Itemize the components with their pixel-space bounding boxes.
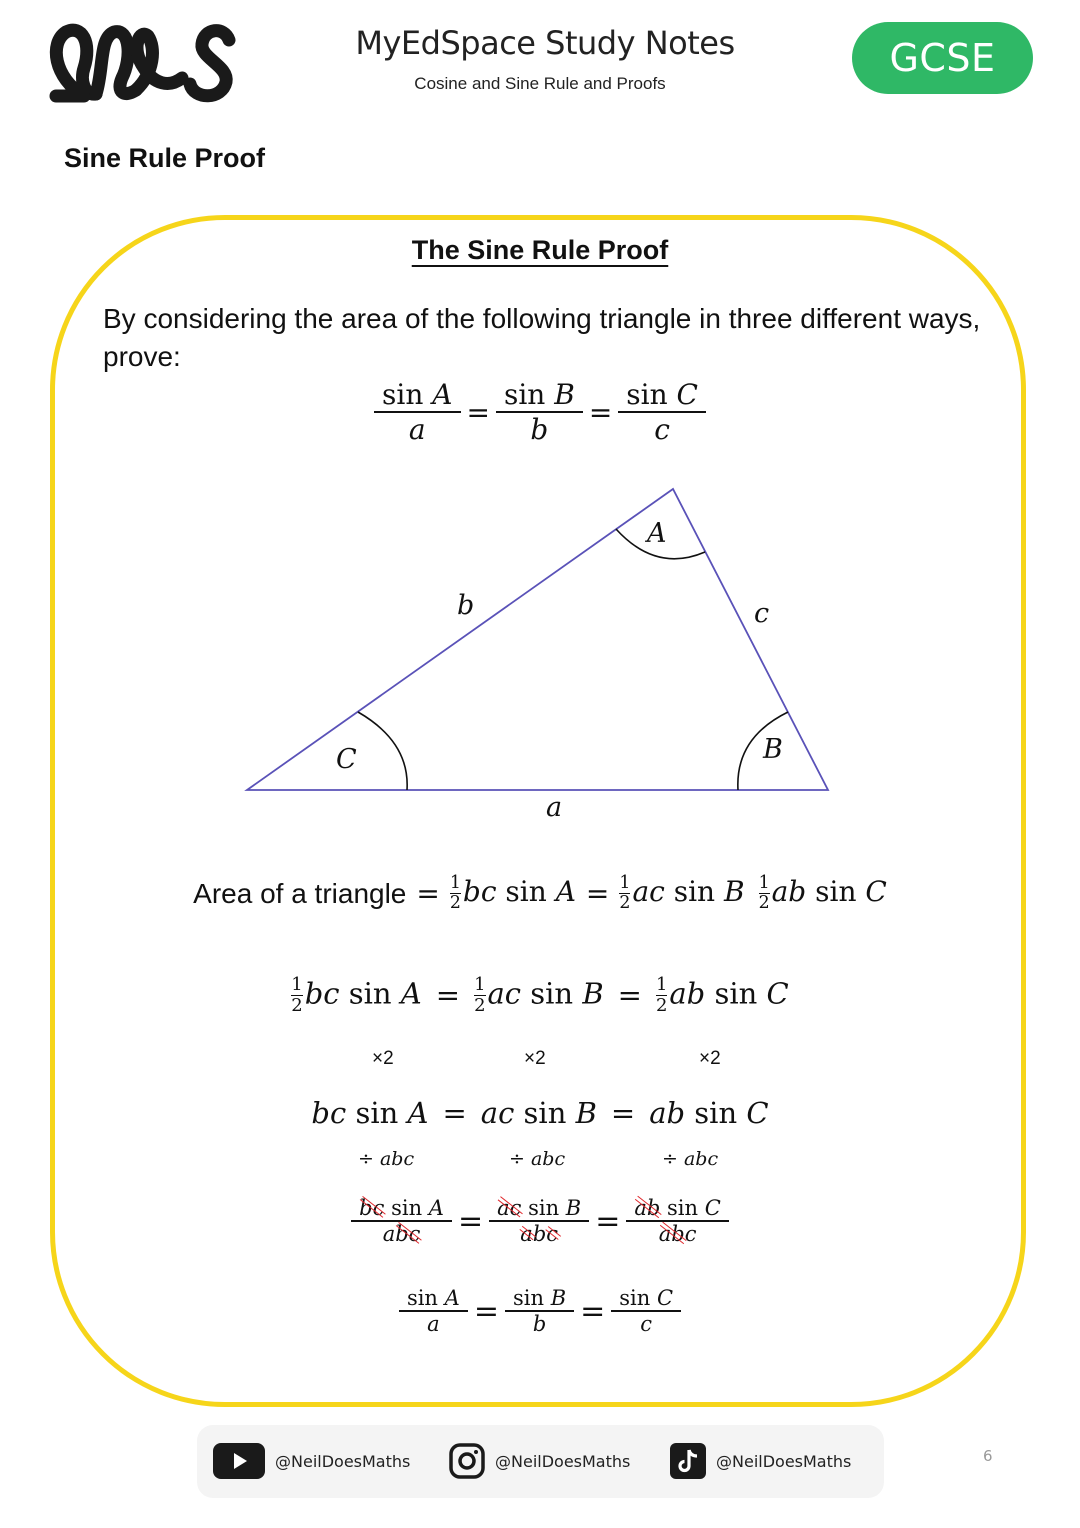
result-equation <box>0 1286 1080 1336</box>
equals-sign: = <box>595 1203 621 1239</box>
step1-term-1: $\frac{1}{2}$ bc sin A <box>291 974 422 1016</box>
social-instagram[interactable] <box>449 1443 630 1479</box>
equals-sign: = <box>610 1096 636 1130</box>
op-divide-abc-1: ÷ abc <box>358 1148 415 1170</box>
angle-label-B: B <box>763 734 783 765</box>
step1-equation <box>0 975 1080 1016</box>
angle-label-A: A <box>647 518 667 549</box>
equals-sign: = <box>466 395 490 429</box>
equals-sign: = <box>416 877 440 911</box>
step1-term-2: $\frac{1}{2}$ ac sin B <box>474 974 604 1016</box>
gcse-badge: GCSE <box>852 22 1033 94</box>
op-times2-3: ×2 <box>699 1048 721 1069</box>
equals-sign: = <box>457 1203 484 1239</box>
cancel-fraction-1: $\frac{\text{bc sin A}}{\text{abc}}$ <box>355 1196 448 1246</box>
equals-sign: = <box>435 978 461 1013</box>
youtube-handle[interactable]: @NeilDoesMaths <box>275 1451 411 1471</box>
op-divide-abc-3: ÷ abc <box>662 1148 719 1170</box>
step2-term-1: bc sin A <box>311 1096 429 1130</box>
instagram-handle[interactable]: @NeilDoesMaths <box>495 1451 631 1471</box>
fraction-sinC-c: $\frac{\text{sin C}}{c}$ <box>622 378 702 446</box>
page-number: 6 <box>983 1447 993 1465</box>
fraction-sinA-a: $\frac{\text{sin A}}{a}$ <box>378 378 457 446</box>
intro-text: By considering the area of the following triangle in three different ways, prove: <box>103 303 981 372</box>
brand-title: MyEdSpace Study Notes <box>355 24 735 62</box>
equals-sign: = <box>617 978 642 1013</box>
equals-sign: = <box>473 1293 499 1329</box>
step2-equation <box>0 1096 1080 1130</box>
social-footer <box>197 1425 884 1498</box>
card-title-text: The Sine Rule Proof <box>411 235 669 265</box>
op-times2-2: ×2 <box>524 1048 546 1069</box>
side-label-b: b <box>457 590 475 621</box>
area-prefix: Area of a triangle <box>193 877 407 909</box>
result-fraction-2: $\frac{\text{sin B}}{b}$ <box>509 1286 570 1336</box>
fraction-sinB-b: $\frac{\text{sin B}}{b}$ <box>500 378 579 446</box>
tiktok-icon <box>670 1443 706 1479</box>
area-term-2: $\frac{1}{2}$ ac sin B <box>619 873 745 914</box>
result-fraction-1: $\frac{\text{sin A}}{a}$ <box>403 1286 464 1336</box>
equals-sign: = <box>580 1293 606 1329</box>
angle-label-C: C <box>336 744 357 775</box>
angle-arc-C <box>358 712 407 790</box>
equals-sign: = <box>588 395 613 429</box>
side-label-c: c <box>754 598 770 629</box>
social-tiktok[interactable] <box>670 1443 851 1479</box>
section-title: Sine Rule Proof <box>64 143 266 173</box>
side-label-a: a <box>546 792 563 823</box>
document-subtitle: Cosine and Sine Rule and Proofs <box>414 74 666 93</box>
triangle-shape <box>247 489 828 790</box>
equals-sign: = <box>442 1096 467 1130</box>
area-formula-line <box>0 874 1080 913</box>
result-fraction-3: $\frac{\text{sin C}}{c}$ <box>615 1286 677 1336</box>
op-times2-1: ×2 <box>372 1048 394 1069</box>
area-term-1: $\frac{1}{2}$ bc sin A <box>449 873 576 914</box>
youtube-icon <box>213 1443 265 1479</box>
area-term-3: $\frac{1}{2}$ ab sin C <box>758 873 887 914</box>
cancel-fraction-3: $\frac{\text{ab sin C}}{\text{abc}}$ <box>630 1196 724 1246</box>
step2-term-2: ac sin B <box>480 1096 597 1130</box>
instagram-icon <box>449 1443 485 1479</box>
op-divide-abc-2: ÷ abc <box>509 1148 566 1170</box>
step2-term-3: ab sin C <box>649 1096 769 1130</box>
step1-term-3: $\frac{1}{2}$ ab sin C <box>655 974 789 1016</box>
step3-equation <box>0 1196 1080 1246</box>
social-youtube[interactable] <box>213 1443 410 1479</box>
cancel-fraction-2: $\frac{\text{ac sin B}}{\text{abc}}$ <box>493 1196 585 1246</box>
tiktok-handle[interactable]: @NeilDoesMaths <box>716 1451 852 1471</box>
equals-sign: = <box>585 877 610 911</box>
